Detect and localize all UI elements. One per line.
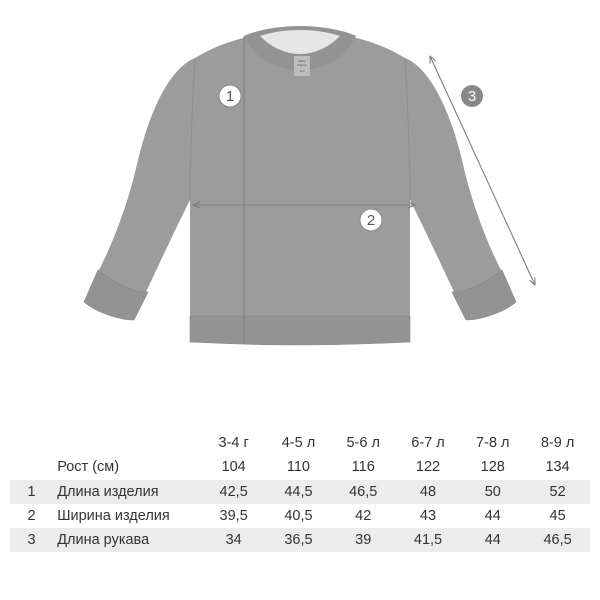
value-cell: 36,5 [266,528,331,552]
value-cell: 42 [355,508,372,524]
row-name: Длина изделия [53,480,201,504]
value-cell: 48 [396,480,461,504]
svg-text:110: 110 [299,69,305,73]
size-header: 4-5 л [281,435,316,451]
value-cell: 34 [201,528,266,552]
body [190,34,410,318]
size-header: 3-4 г [218,435,249,451]
height-cell: 122 [415,459,441,475]
table-row [10,480,590,504]
height-cell: 116 [351,459,375,475]
value-cell: 44 [460,528,525,552]
row-number: 2 [27,508,36,524]
value-cell: 40,5 [284,508,313,524]
value-cell: 50 [460,480,525,504]
height-row [10,454,590,480]
row-name: Ширина изделия [57,508,170,524]
value-cell: 44,5 [266,480,331,504]
row-name: Длина рукава [53,528,201,552]
height-cell: 104 [221,459,246,475]
marker-sleeve [461,85,483,107]
value-cell: 46,5 [331,480,396,504]
value-cell: 39,5 [219,508,248,524]
marker-width [360,209,382,231]
marker-length [219,85,241,107]
size-header: 8-9 л [540,435,575,451]
svg-text:3: 3 [467,88,477,105]
row-number: 3 [10,528,53,552]
value-cell: 44 [484,508,501,524]
value-cell: 46,5 [525,528,590,552]
row-name: Рост (см) [57,459,120,475]
value-cell: 39 [331,528,396,552]
height-cell: 128 [480,459,505,475]
value-cell: 42,5 [201,480,266,504]
size-header: 7-8 л [476,435,510,451]
waistband [190,316,410,345]
svg-text:2: 2 [366,212,376,229]
size-header: 5-6 л [346,435,380,451]
table-row [10,528,590,552]
size-header: 6-7 л [411,435,445,451]
value-cell: 41,5 [396,528,461,552]
value-cell: 52 [525,480,590,504]
size-header-row [10,432,590,454]
size-table [10,432,590,552]
garment-label-tag [294,56,310,76]
svg-text:Baby: Baby [298,59,306,63]
height-cell: 134 [545,459,570,475]
svg-text:Palette: Palette [297,63,307,67]
svg-text:1: 1 [225,88,235,105]
row-number: 1 [10,480,53,504]
height-cell: 110 [286,459,310,475]
value-cell: 43 [419,508,437,524]
table-row [10,504,590,528]
value-cell: 45 [549,508,566,524]
